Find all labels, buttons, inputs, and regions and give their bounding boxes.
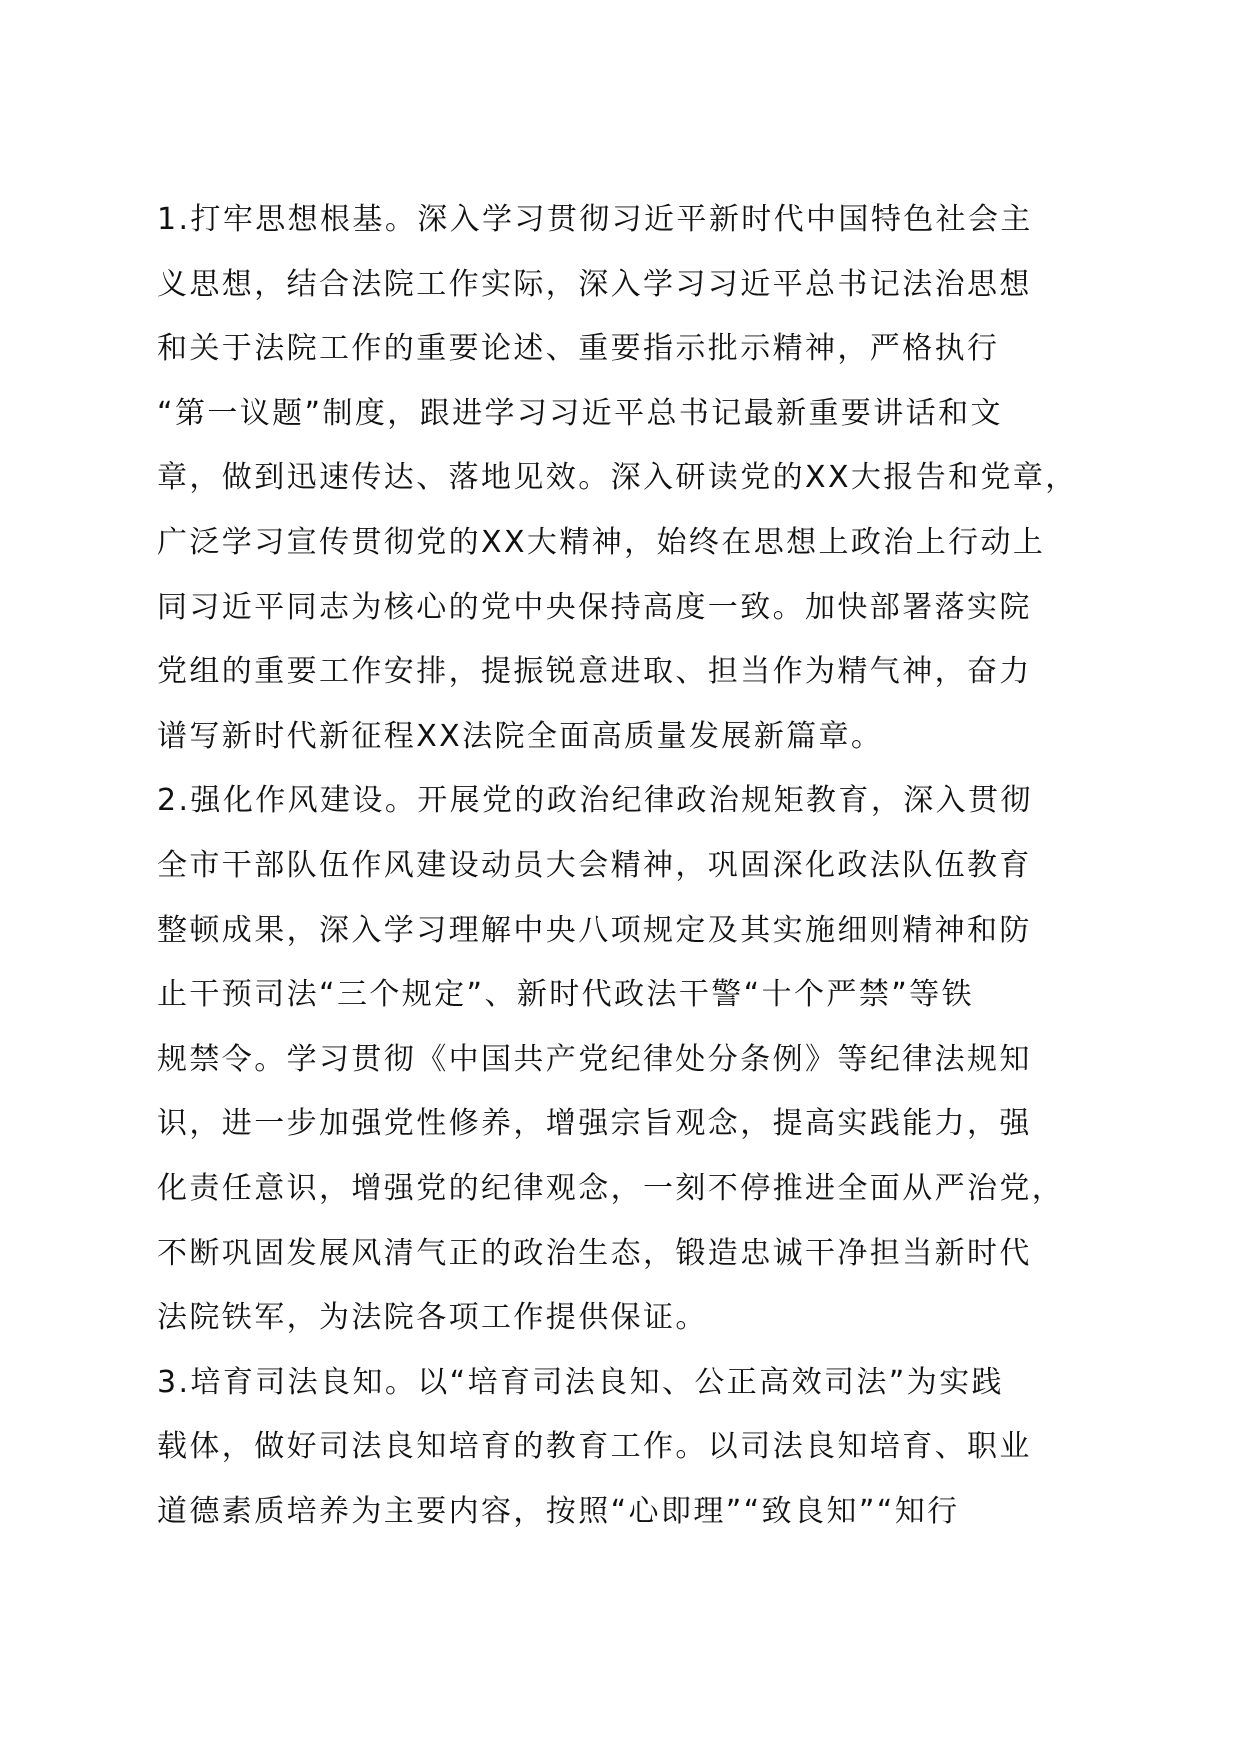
text-line: 道德素质培养为主要内容，按照“心即理”“致良知”“知行 [157,1493,960,1529]
text-line: 谱写新时代新征程XX法院全面高质量发展新篇章。 [157,718,884,754]
text-line: 同习近平同志为核心的党中央保持高度一致。加快部署落实院 [157,589,1032,625]
text-line: 3.培育司法良知。以“培育司法良知、公正高效司法”为实践 [157,1364,1004,1400]
text-line: “第一议题”制度，跟进学习习近平总书记最新重要讲话和文 [157,395,1003,431]
text-line: 广泛学习宣传贯彻党的XX大精神，始终在思想上政治上行动上 [157,524,1046,560]
text-line: 规禁令。学习贯彻《中国共产党纪律处分条例》等纪律法规知 [157,1041,1032,1077]
text-line: 义思想，结合法院工作实际，深入学习习近平总书记法治思想 [157,266,1032,302]
text-line: 党组的重要工作安排，提振锐意进取、担当作为精气神，奋力 [157,654,1032,690]
text-line: 不断巩固发展风清气正的政治生态，锻造忠诚干净担当新时代 [157,1235,1032,1271]
text-line: 法院铁军，为法院各项工作提供保证。 [157,1300,708,1336]
text-line: 止干预司法“三个规定”、新时代政法干警“十个严禁”等铁 [157,977,974,1013]
text-line: 载体，做好司法良知培育的教育工作。以司法良知培育、职业 [157,1429,1032,1465]
text-line: 1.打牢思想根基。深入学习贯彻习近平新时代中国特色社会主 [157,202,1033,237]
text-line: 章，做到迅速传达、落地见效。深入研读党的XX大报告和党章， [157,460,1078,496]
paragraph-3 [157,1351,1097,1545]
text-line: 2.强化作风建设。开展党的政治纪律政治规矩教育，深入贯彻 [157,783,1033,819]
text-line: 和关于法院工作的重要论述、重要指示批示精神，严格执行 [157,331,1000,367]
text-line: 化责任意识，增强党的纪律观念，一刻不停推进全面从严治党， [157,1170,1065,1206]
paragraph-2 [157,769,1097,1350]
text-line: 全市干部队伍作风建设动员大会精神，巩固深化政法队伍教育 [157,847,1032,883]
text-line: 整顿成果，深入学习理解中央八项规定及其实施细则精神和防 [157,912,1032,948]
text-line: 识，进一步加强党性修养，增强宗旨观念，提高实践能力，强 [157,1106,1032,1142]
document-body [157,188,1097,1544]
paragraph-1 [157,188,1097,769]
